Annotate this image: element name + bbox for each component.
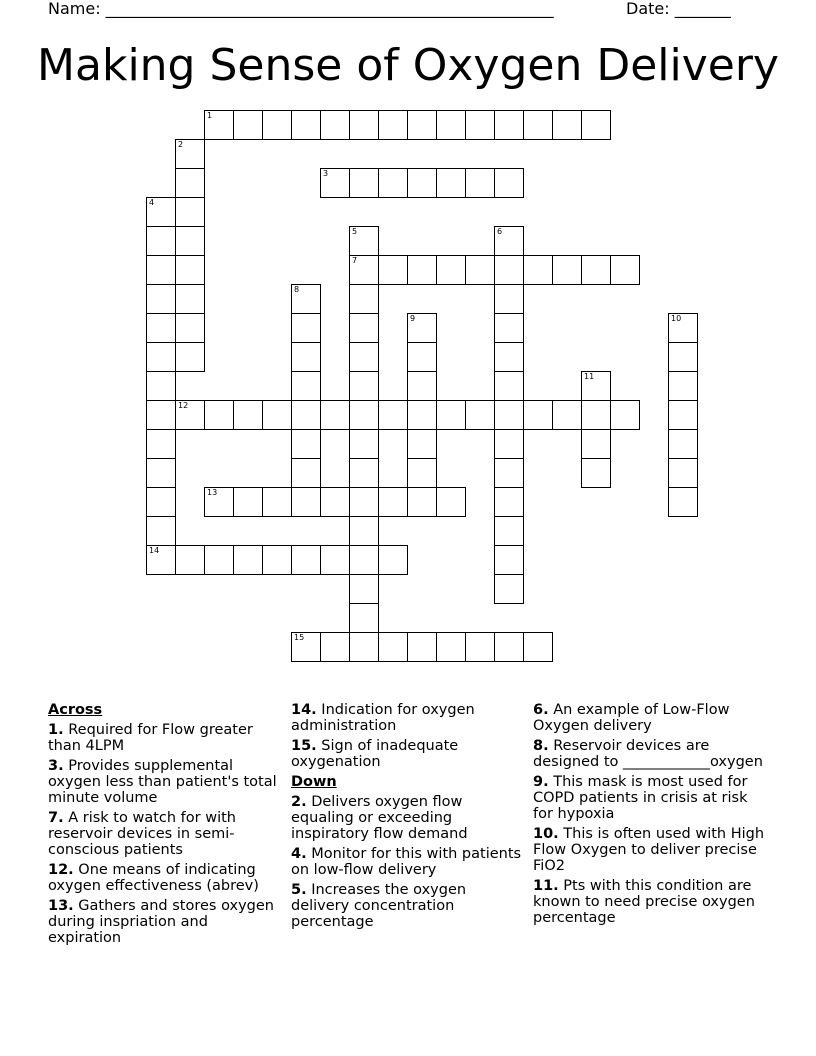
clue-number: 12 (178, 401, 189, 410)
grid-cell[interactable] (204, 487, 234, 517)
grid-cell[interactable] (146, 371, 176, 401)
grid-cell[interactable] (320, 545, 350, 575)
grid-cell[interactable] (552, 110, 582, 140)
grid-cell[interactable] (291, 313, 321, 343)
grid-cell[interactable] (378, 545, 408, 575)
grid-cell[interactable] (146, 284, 176, 314)
grid-cell[interactable] (204, 110, 234, 140)
name-field[interactable]: Name: ________________________________________________________ (48, 0, 554, 18)
grid-cell[interactable] (378, 487, 408, 517)
grid-cell[interactable] (349, 603, 379, 633)
clue-column-3 (533, 702, 765, 930)
grid-cell[interactable] (407, 632, 437, 662)
grid-cell[interactable] (668, 429, 698, 459)
grid-cell[interactable] (175, 255, 205, 285)
across-clue: 12. One means of indicating oxygen effectiveness (abrev) (48, 862, 259, 894)
grid-cell[interactable] (465, 168, 495, 198)
grid-cell[interactable] (349, 458, 379, 488)
grid-cell[interactable] (523, 255, 553, 285)
across-clue: 3. Provides supplemental oxygen less than patient's total minute volume (48, 758, 277, 806)
grid-cell[interactable] (175, 313, 205, 343)
grid-cell[interactable] (146, 197, 176, 227)
clue-number: 8 (294, 285, 300, 294)
grid-cell[interactable] (320, 487, 350, 517)
grid-cell[interactable] (581, 371, 611, 401)
grid-cell[interactable] (436, 168, 466, 198)
clue-number: 9 (410, 314, 416, 323)
grid-cell[interactable] (320, 168, 350, 198)
grid-cell[interactable] (552, 255, 582, 285)
grid-cell[interactable] (494, 632, 524, 662)
grid-cell[interactable] (436, 110, 466, 140)
grid-cell[interactable] (668, 400, 698, 430)
grid-cell[interactable] (204, 400, 234, 430)
clue-number: 13 (207, 488, 218, 497)
down-clue: 4. Monitor for this with patients on low-flow delivery (291, 846, 522, 878)
grid-cell[interactable] (581, 458, 611, 488)
clue-number: 11 (584, 372, 595, 381)
grid-cell[interactable] (494, 284, 524, 314)
grid-cell[interactable] (581, 429, 611, 459)
grid-cell[interactable] (668, 313, 698, 343)
grid-cell[interactable] (494, 168, 524, 198)
down-clue: 6. An example of Low-Flow Oxygen delivery (533, 702, 730, 734)
grid-cell[interactable] (146, 545, 176, 575)
grid-cell[interactable] (436, 632, 466, 662)
grid-cell[interactable] (407, 400, 437, 430)
grid-cell[interactable] (291, 632, 321, 662)
grid-cell[interactable] (465, 632, 495, 662)
grid-cell[interactable] (407, 371, 437, 401)
grid-cell[interactable] (349, 516, 379, 546)
grid-cell[interactable] (233, 487, 263, 517)
grid-cell[interactable] (349, 632, 379, 662)
grid-cell[interactable] (146, 516, 176, 546)
grid-cell[interactable] (494, 110, 524, 140)
down-clue: 8. Reservoir devices are designed to ____________oxygen (533, 738, 763, 770)
grid-cell[interactable] (349, 429, 379, 459)
grid-cell[interactable] (378, 255, 408, 285)
grid-cell[interactable] (436, 487, 466, 517)
grid-cell[interactable] (233, 545, 263, 575)
across-clue: 1. Required for Flow greater than 4LPM (48, 722, 253, 754)
grid-cell[interactable] (668, 371, 698, 401)
date-field[interactable]: Date: _______ (626, 0, 731, 18)
clue-number: 3 (323, 169, 329, 178)
grid-cell[interactable] (494, 342, 524, 372)
grid-cell[interactable] (175, 139, 205, 169)
grid-cell[interactable] (233, 110, 263, 140)
grid-cell[interactable] (407, 110, 437, 140)
grid-cell[interactable] (494, 545, 524, 575)
grid-cell[interactable] (349, 168, 379, 198)
grid-cell[interactable] (175, 342, 205, 372)
grid-cell[interactable] (320, 400, 350, 430)
grid-cell[interactable] (233, 400, 263, 430)
grid-cell[interactable] (349, 400, 379, 430)
grid-cell[interactable] (349, 342, 379, 372)
grid-cell[interactable] (349, 226, 379, 256)
grid-cell[interactable] (668, 458, 698, 488)
grid-cell[interactable] (146, 313, 176, 343)
grid-cell[interactable] (291, 110, 321, 140)
grid-cell[interactable] (494, 429, 524, 459)
grid-cell[interactable] (494, 226, 524, 256)
grid-cell[interactable] (146, 458, 176, 488)
grid-cell[interactable] (523, 632, 553, 662)
grid-cell[interactable] (552, 400, 582, 430)
grid-cell[interactable] (407, 255, 437, 285)
grid-cell[interactable] (407, 429, 437, 459)
grid-cell[interactable] (494, 371, 524, 401)
grid-cell[interactable] (407, 458, 437, 488)
grid-cell[interactable] (175, 197, 205, 227)
grid-cell[interactable] (146, 487, 176, 517)
down-heading: Down (291, 774, 337, 790)
grid-cell[interactable] (349, 284, 379, 314)
grid-cell[interactable] (262, 110, 292, 140)
grid-cell[interactable] (407, 313, 437, 343)
grid-cell[interactable] (146, 429, 176, 459)
across-clue: 13. Gathers and stores oxygen during inspriation and expiration (48, 898, 274, 946)
clue-number: 10 (671, 314, 682, 323)
clue-column-2 (291, 702, 523, 934)
grid-cell[interactable] (175, 168, 205, 198)
grid-cell[interactable] (175, 226, 205, 256)
down-clue: 10. This is often used with High Flow Oxygen to deliver precise FiO2 (533, 826, 765, 874)
grid-cell[interactable] (523, 110, 553, 140)
grid-cell[interactable] (349, 110, 379, 140)
grid-cell[interactable] (610, 255, 640, 285)
grid-cell[interactable] (494, 313, 524, 343)
grid-cell[interactable] (378, 110, 408, 140)
across-clue: 7. A risk to watch for with reservoir devices in semi-conscious patients (48, 810, 236, 858)
grid-cell[interactable] (291, 545, 321, 575)
clue-number: 1 (207, 111, 213, 120)
across-clue: 15. Sign of inadequate oxygenation (291, 738, 459, 770)
grid-cell[interactable] (407, 342, 437, 372)
grid-cell[interactable] (465, 400, 495, 430)
grid-cell[interactable] (581, 110, 611, 140)
grid-cell[interactable] (291, 458, 321, 488)
grid-cell[interactable] (494, 574, 524, 604)
clue-number: 14 (149, 546, 160, 555)
grid-cell[interactable] (378, 400, 408, 430)
grid-cell[interactable] (175, 400, 205, 430)
grid-cell[interactable] (494, 516, 524, 546)
grid-cell[interactable] (494, 400, 524, 430)
grid-cell[interactable] (146, 255, 176, 285)
down-clue: 9. This mask is most used for COPD patients in crisis at risk for hypoxia (533, 774, 748, 822)
grid-cell[interactable] (436, 255, 466, 285)
grid-cell[interactable] (349, 255, 379, 285)
grid-cell[interactable] (407, 487, 437, 517)
grid-cell[interactable] (349, 487, 379, 517)
down-clue: 2. Delivers oxygen flow equaling or exceeding inspiratory flow demand (291, 794, 468, 842)
grid-cell[interactable] (494, 458, 524, 488)
grid-cell[interactable] (291, 342, 321, 372)
grid-cell[interactable] (581, 255, 611, 285)
grid-cell[interactable] (668, 487, 698, 517)
clue-number: 15 (294, 633, 305, 642)
grid-cell[interactable] (494, 487, 524, 517)
grid-cell[interactable] (581, 400, 611, 430)
page-title: Making Sense of Oxygen Delivery (37, 40, 779, 91)
clue-number: 5 (352, 227, 358, 236)
clue-column-1 (48, 702, 284, 950)
grid-cell[interactable] (465, 255, 495, 285)
clue-number: 4 (149, 198, 155, 207)
grid-cell[interactable] (291, 284, 321, 314)
grid-cell[interactable] (378, 632, 408, 662)
clue-number: 2 (178, 140, 184, 149)
grid-cell[interactable] (291, 487, 321, 517)
across-clue: 14. Indication for oxygen administration (291, 702, 475, 734)
grid-cell[interactable] (175, 545, 205, 575)
grid-cell[interactable] (204, 545, 234, 575)
grid-cell[interactable] (465, 110, 495, 140)
grid-cell[interactable] (262, 545, 292, 575)
grid-cell[interactable] (291, 400, 321, 430)
grid-cell[interactable] (523, 400, 553, 430)
grid-cell[interactable] (349, 313, 379, 343)
across-heading: Across (48, 702, 103, 718)
grid-cell[interactable] (378, 168, 408, 198)
grid-cell[interactable] (436, 400, 466, 430)
grid-cell[interactable] (320, 110, 350, 140)
grid-cell[interactable] (349, 545, 379, 575)
grid-cell[interactable] (349, 574, 379, 604)
grid-cell[interactable] (610, 400, 640, 430)
grid-cell[interactable] (320, 632, 350, 662)
grid-cell[interactable] (668, 342, 698, 372)
grid-cell[interactable] (146, 226, 176, 256)
down-clue: 5. Increases the oxygen delivery concentration percentage (291, 882, 467, 930)
grid-cell[interactable] (146, 400, 176, 430)
clue-number: 6 (497, 227, 503, 236)
grid-cell[interactable] (262, 400, 292, 430)
grid-cell[interactable] (291, 371, 321, 401)
grid-cell[interactable] (349, 371, 379, 401)
clue-number: 7 (352, 256, 358, 265)
grid-cell[interactable] (494, 255, 524, 285)
grid-cell[interactable] (262, 487, 292, 517)
down-clue: 11. Pts with this condition are known to need precise oxygen percentage (533, 878, 755, 926)
grid-cell[interactable] (291, 429, 321, 459)
grid-cell[interactable] (146, 342, 176, 372)
grid-cell[interactable] (175, 284, 205, 314)
grid-cell[interactable] (407, 168, 437, 198)
